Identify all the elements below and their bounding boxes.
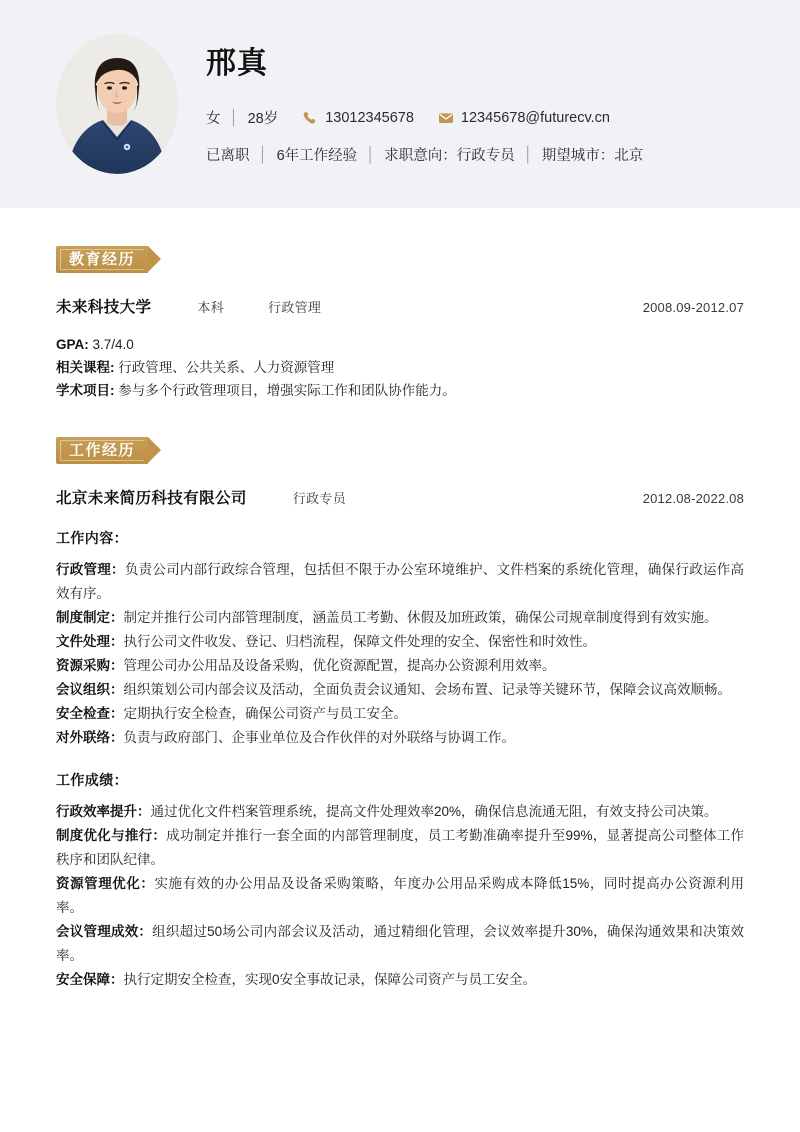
detail-projects bbox=[56, 379, 744, 402]
contact-row bbox=[206, 107, 744, 128]
duty-item bbox=[56, 726, 744, 750]
duty-item bbox=[56, 606, 744, 630]
duty-value: 组织策划公司内部会议及活动，全面负责会议通知、会场布置、记录等关键环节，保障会议高效顺畅。 bbox=[123, 681, 731, 697]
meta-row bbox=[206, 144, 744, 165]
duty-label: 对外联络： bbox=[56, 729, 124, 745]
detail-value: 3.7/4.0 bbox=[88, 337, 134, 352]
achievement-label: 行政效率提升： bbox=[56, 803, 151, 819]
education-date: 2008.09-2012.07 bbox=[642, 300, 744, 315]
duty-label: 文件处理： bbox=[56, 633, 124, 649]
phone-value: 13012345678 bbox=[325, 109, 414, 126]
achievement-item bbox=[56, 968, 744, 992]
achievement-value: 执行定期安全检查，实现0安全事故记录，保障公司资产与员工安全。 bbox=[123, 971, 537, 987]
achievement-label: 会议管理成效： bbox=[56, 923, 153, 939]
gender bbox=[206, 107, 221, 128]
detail-label: 相关课程: bbox=[56, 360, 115, 376]
achievement-item bbox=[56, 800, 744, 824]
achievement-item bbox=[56, 872, 744, 920]
section-banner-label: 教育经历 bbox=[69, 251, 136, 268]
education-details bbox=[56, 333, 744, 403]
duty-value: 管理公司办公用品及设备采购，优化资源配置，提高办公资源利用效率。 bbox=[123, 657, 556, 673]
section-banner-education bbox=[56, 246, 148, 273]
duty-item bbox=[56, 654, 744, 678]
section-education bbox=[56, 208, 744, 403]
achievements-title: 工作成绩： bbox=[56, 771, 128, 788]
portrait-photo-icon bbox=[56, 34, 178, 174]
duty-value: 负责与政府部门、企事业单位及合作伙伴的对外联络与协调工作。 bbox=[123, 729, 515, 745]
email-value: 12345678@futurecv.cn bbox=[460, 109, 610, 126]
duty-value: 制定并推行公司内部管理制度，涵盖员工考勤、休假及加班政策，确保公司规章制度得到有效实施。 bbox=[123, 609, 718, 625]
phone-icon bbox=[302, 110, 318, 126]
avatar bbox=[56, 34, 178, 174]
duties-title: 工作内容： bbox=[56, 529, 128, 546]
duty-label: 会议组织： bbox=[56, 681, 124, 697]
achievement-label: 制度优化与推行： bbox=[56, 827, 167, 843]
duty-item bbox=[56, 702, 744, 726]
duty-item bbox=[56, 558, 744, 606]
divider: │ bbox=[258, 146, 268, 163]
school-name: 未来科技大学 bbox=[56, 299, 152, 316]
degree: 本科 bbox=[197, 300, 225, 315]
education-entry-head bbox=[56, 295, 744, 317]
work-entry-head bbox=[56, 486, 744, 508]
page-title: 邢真 bbox=[206, 46, 268, 80]
major: 行政管理 bbox=[268, 300, 322, 315]
detail-label: 学术项目: bbox=[56, 383, 115, 399]
achievement-label: 安全保障： bbox=[56, 971, 124, 987]
email-icon bbox=[438, 110, 454, 126]
duty-label: 行政管理： bbox=[56, 561, 125, 577]
duty-value: 定期执行安全检查，确保公司资产与员工安全。 bbox=[123, 705, 407, 721]
duty-value: 负责公司内部行政综合管理，包括但不限于办公室环境维护、文件档案的系统化管理，确保行政运作高效有序。 bbox=[56, 561, 745, 601]
age bbox=[248, 107, 279, 128]
divider: │ bbox=[366, 146, 376, 163]
duty-value: 执行公司文件收发、登记、归档流程，保障文件处理的安全、保密性和时效性。 bbox=[123, 633, 596, 649]
achievement-value: 成功制定并推行一套全面的内部管理制度，员工考勤准确率提升至99%，显著提高公司整体工作秩序和团队纪律。 bbox=[56, 827, 744, 867]
achievement-value: 通过优化文件档案管理系统，提高文件处理效率20%，确保信息流通无阻，有效支持公司决策。 bbox=[150, 803, 718, 819]
section-banner-work bbox=[56, 437, 148, 464]
job-intent: 求职意向：行政专员 bbox=[384, 148, 515, 165]
duty-item bbox=[56, 678, 744, 702]
achievements-list bbox=[56, 800, 744, 992]
achievement-value: 实施有效的办公用品及设备采购策略，年度办公用品采购成本降低15%，同时提高办公资源利用率。 bbox=[56, 875, 744, 915]
section-banner-label: 工作经历 bbox=[69, 441, 136, 459]
phone[interactable] bbox=[302, 110, 414, 126]
detail-courses bbox=[56, 356, 744, 379]
duties-list bbox=[56, 558, 744, 750]
position: 行政专员 bbox=[292, 490, 347, 506]
duty-label: 资源采购： bbox=[56, 657, 124, 673]
resume-header bbox=[0, 0, 800, 208]
job-status: 已离职 bbox=[206, 148, 250, 165]
divider: │ bbox=[523, 146, 533, 163]
achievement-item bbox=[56, 920, 744, 968]
detail-label: GPA: bbox=[56, 337, 89, 352]
email[interactable] bbox=[438, 110, 610, 126]
gender-value: 女 bbox=[206, 111, 221, 128]
duty-label: 安全检查： bbox=[56, 705, 124, 721]
achievement-item bbox=[56, 824, 744, 872]
section-work-experience bbox=[56, 437, 744, 992]
duty-item bbox=[56, 630, 744, 654]
resume-content bbox=[0, 208, 800, 992]
achievement-value: 组织超过50场公司内部会议及活动，通过精细化管理，会议效率提升30%，确保沟通效果和决策效率。 bbox=[56, 923, 744, 963]
company-name: 北京未来简历科技有限公司 bbox=[56, 489, 247, 507]
work-date: 2012.08-2022.08 bbox=[642, 490, 744, 506]
achievement-label: 资源管理优化： bbox=[56, 875, 155, 891]
detail-value: 参与多个行政管理项目，增强实际工作和团队协作能力。 bbox=[114, 383, 456, 399]
divider: │ bbox=[229, 109, 239, 126]
years-experience: 6年工作经验 bbox=[276, 148, 358, 165]
header-info bbox=[206, 43, 744, 166]
expected-city: 期望城市：北京 bbox=[541, 148, 644, 165]
age-value: 28岁 bbox=[247, 111, 279, 128]
duty-label: 制度制定： bbox=[56, 609, 124, 625]
detail-gpa bbox=[56, 333, 744, 356]
detail-value: 行政管理、公共关系、人力资源管理 bbox=[114, 360, 335, 376]
